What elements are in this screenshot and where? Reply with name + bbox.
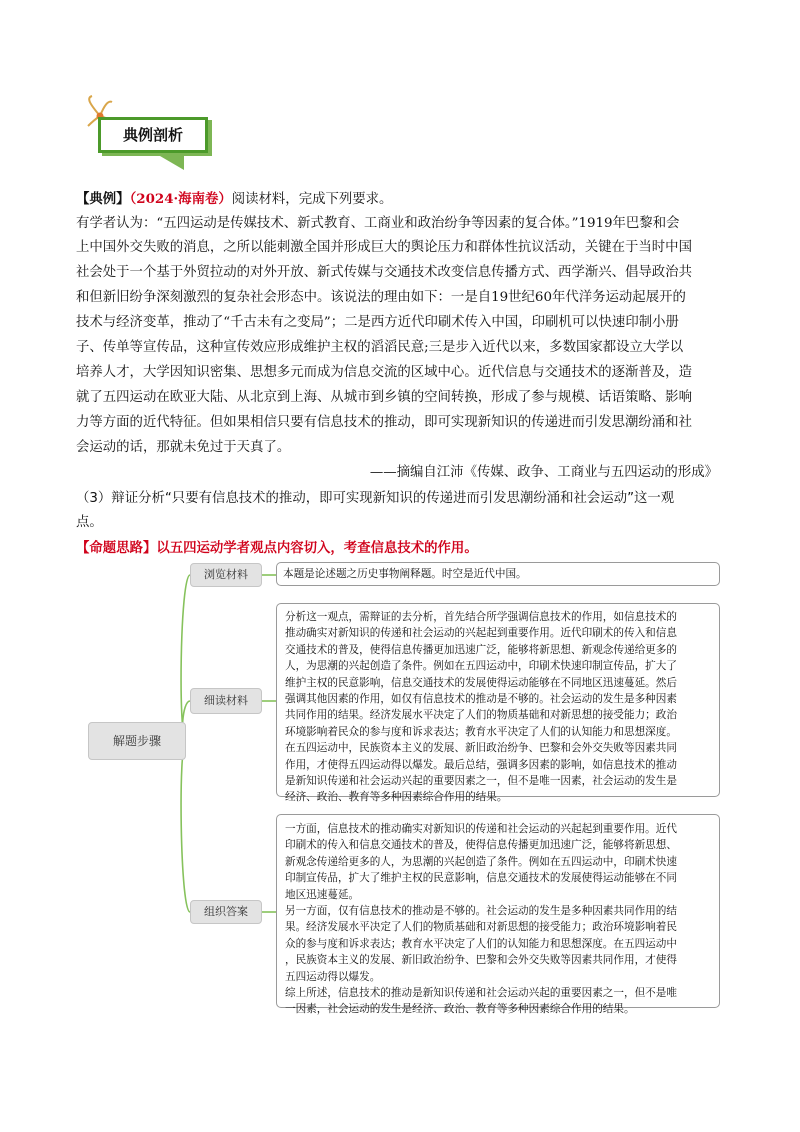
question-line: （3）辩证分析“只要有信息技术的推动，即可实现新知识的传递进而引发思潮纷涌和社会运动”这一观 [76, 491, 675, 506]
read-material-box [276, 603, 720, 804]
passage-line: 上中国外交失败的消息，之所以能刺激全国并形成巨大的舆论压力和群体性抗议活动，关键在于当时中国 [76, 240, 692, 255]
box-line: 在五四运动中，民族资本主义的发展、新旧政治纷争、巴黎和会外交失败等因素共同 [285, 742, 677, 755]
box-line: 果。经济发展水平决定了人们的物质基础和对新思想的接受能力；政治环境影响着民 [285, 921, 677, 934]
box-line: 维护主权的民意影响，信息交通技术的发展使得运动能够在不同地区迅速蔓延。然后 [285, 676, 677, 689]
box-line: 印制宣传品，扩大了维护主权的民意影响，信息交通技术的发展使得运动能够在不同 [285, 872, 677, 885]
example-label: 【典例】 [76, 191, 130, 207]
passage-line: 和但新旧纷争深刻激烈的复杂社会形态中。该说法的理由如下：一是自19世纪60年代洋务运动起展开的 [76, 290, 686, 305]
mindmap-node-organize-answer: 组织答案 [190, 900, 262, 924]
box-line: 地区迅速蔓延。 [285, 888, 360, 901]
box-line: 众的参与度和诉求表达；教育水平决定了人们的认知能力和思想深度。在五四运动中 [285, 937, 677, 950]
mindmap-node-read-material: 细读材料 [190, 688, 262, 714]
passage-line: 技术与经济变革，推动了“千古未有之变局”；二是西方近代印刷术传入中国，印刷机可以快速印制小册 [76, 315, 679, 330]
banner-tail [160, 156, 184, 170]
box-line: 五四运动得以爆发。 [285, 970, 381, 983]
exam-source: （2024·海南卷） [129, 191, 232, 207]
box-line: 共同作用的结果。经济发展水平决定了人们的物质基础和对新思想的接受能力；政治 [285, 709, 677, 722]
section-banner-title: 典例剖析 [122, 126, 183, 144]
organize-answer-box [276, 814, 720, 1016]
box-line: 另一方面，仅有信息技术的推动是不够的。社会运动的发生是多种因素共同作用的结 [285, 905, 677, 918]
question-line: 点。 [76, 515, 103, 530]
passage-line: 社会处于一个基于外贸拉动的对外开放、新式传媒与交通技术改变信息传播方式、西学渐兴、倡导政治共 [76, 265, 692, 280]
box-line: 一方面，信息技术的推动确实对新知识的传递和社会运动的兴起起到重要作用。近代 [285, 823, 677, 835]
box-line: 印刷术的传入和信息交通技术的普及，使得信息传播更加迅速广泛，能够将新思想、 [285, 839, 677, 852]
passage-line: 培养人才，大学因知识密集、思想多元而成为信息交流的区域中心。近代信息与交通技术的逐渐普及，造 [76, 365, 692, 380]
passage-line: 会运动的话，那就未免过于天真了。 [76, 440, 291, 455]
box-line: 推动确实对新知识的传递和社会运动的兴起起到重要作用。近代印刷术的传入和信息 [285, 627, 677, 640]
instruction-text: 阅读材料，完成下列要求。 [231, 192, 393, 207]
box-line: 强调其他因素的作用，如仅有信息技术的推动是不够的。社会运动的发生是多种因素 [285, 693, 677, 706]
passage-citation: ——摘编自江沛《传媒、政争、工商业与五四运动的形成》 [369, 465, 718, 480]
box-line: 人，为思潮的兴起创造了条件。例如在五四运动中，印刷术快速印制宣传品，扩大了 [285, 660, 677, 673]
passage-line: 力等方面的近代特征。但如果相信只要有信息技术的推动，即可实现新知识的传递进而引发思潮纷涌和社 [76, 415, 692, 430]
box-line: 环境影响着民众的参与度和诉求表达；教育水平决定了人们的认知能力和思想深度。 [285, 725, 677, 738]
passage-line: 子、传单等宣传品，这种宣传效应形成维护主权的滔滔民意;三是步入近代以来，多数国家都设立大学以 [76, 340, 684, 355]
example-heading [76, 187, 392, 212]
box-line: 分析这一观点，需辩证的去分析，首先结合所学强调信息技术的作用，如信息技术的 [285, 611, 677, 623]
browse-material-box [276, 562, 720, 586]
box-line: 一因素，社会运动的发生是经济、政治、教育等多种因素综合作用的结果。 [285, 1003, 635, 1016]
box-line: 是新知识传递和社会运动兴起的重要因素之一，但不是唯一因素，社会运动的发生是 [285, 775, 677, 788]
box-line: ，民族资本主义的发展、新旧政治纷争、巴黎和会外交失败等因素共同作用，才使得 [285, 954, 677, 967]
box-line: 综上所述，信息技术的推动是新知识传递和社会运动兴起的重要因素之一，但不是唯 [285, 987, 677, 1000]
box-line: 作用，才使得五四运动得以爆发。最后总结，强调多因素的影响，如信息技术的推动 [285, 758, 677, 771]
question-design-note: 【命题思路】以五四运动学者观点内容切入，考查信息技术的作用。 [76, 541, 478, 556]
mindmap-node-browse-material: 浏览材料 [190, 563, 262, 587]
passage-line: 就了五四运动在欧亚大陆、从北京到上海、从城市到乡镇的空间转换，形成了参与规模、话语策略、影响 [76, 390, 692, 405]
box-line: 经济、政治、教育等多种因素综合作用的结果。 [285, 791, 508, 804]
box-line: 交通技术的普及，使得信息传播更加迅速广泛，能够将新思想、新观念传递给更多的 [285, 643, 677, 656]
box-line: 本题是论述题之历史事物阐释题。时空是近代中国。 [283, 568, 527, 580]
passage-line: 有学者认为：“五四运动是传媒技术、新式教育、工商业和政治纷争等因素的复合体。”1919年巴黎和会 [76, 216, 680, 231]
box-line: 新观念传递给更多的人，为思潮的兴起创造了条件。例如在五四运动中，印刷术快速 [285, 855, 677, 868]
mindmap-root-solving-steps: 解题步骤 [88, 722, 186, 760]
